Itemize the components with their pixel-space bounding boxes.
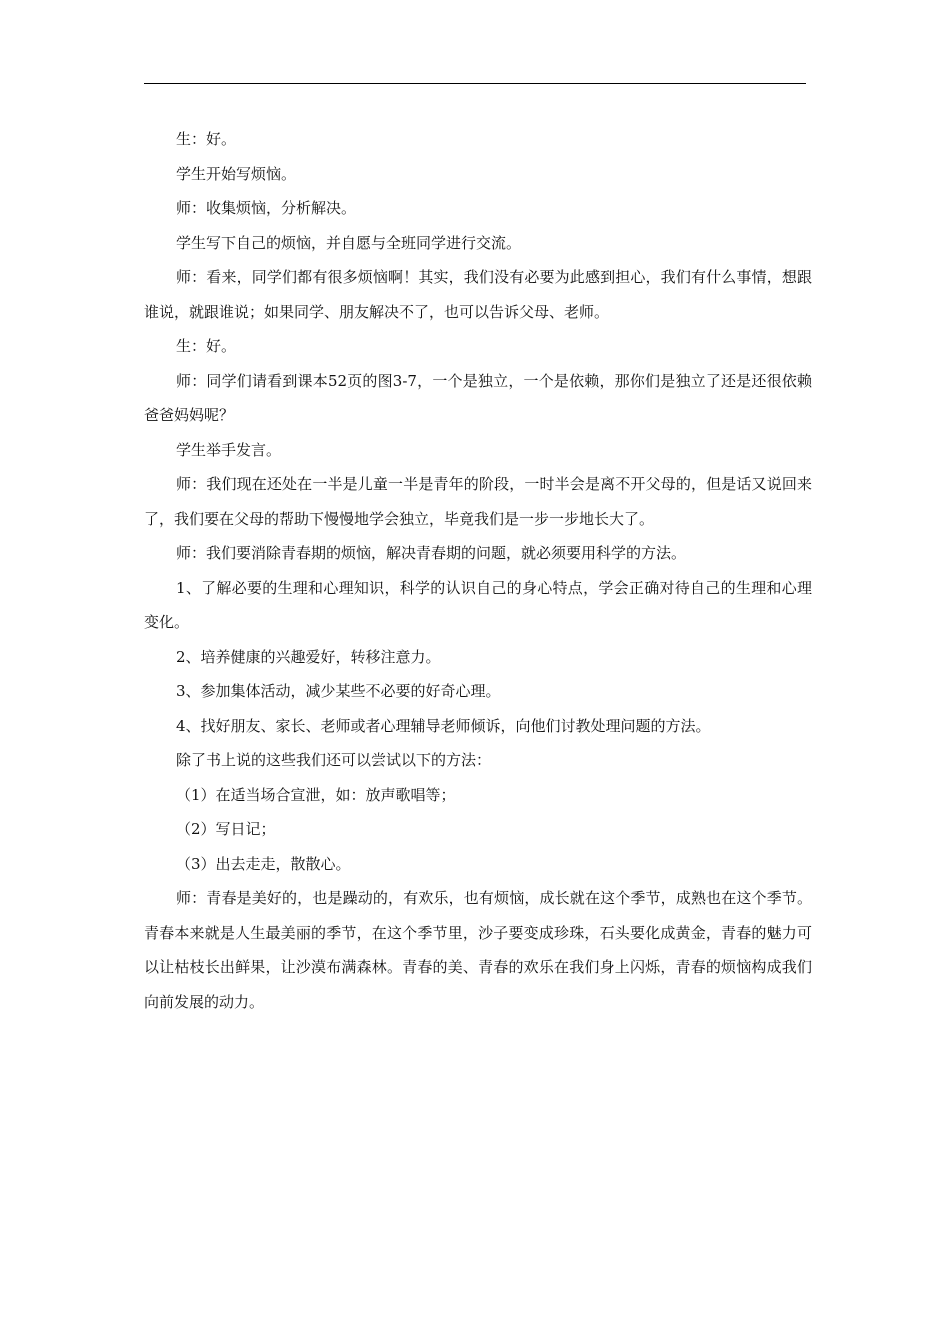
paragraph: 3、参加集体活动，减少某些不必要的好奇心理。 xyxy=(176,682,501,700)
paragraph: 师：青春是美好的，也是躁动的，有欢乐，也有烦恼，成长就在这个季节，成熟也在这个季节。青春本来就是人生最美丽的季节，在这个季节里，沙子要变成珍珠，石头要化成黄金，青春的魅力可以让枯枝长出鲜果，让沙漠布满森林。青春的美、青春的欢乐在我们身上闪烁，青春的烦恼构成我们向前发展的动力。 xyxy=(144,889,812,1011)
paragraph: 师：我们要消除青春期的烦恼，解决青春期的问题，就必须要用科学的方法。 xyxy=(176,544,687,562)
paragraph: 学生写下自己的烦恼，并自愿与全班同学进行交流。 xyxy=(176,233,522,252)
paragraph: 2、培养健康的兴趣爱好，转移注意力。 xyxy=(176,647,441,666)
document-body xyxy=(144,122,812,1019)
paragraph: 学生开始写烦恼。 xyxy=(176,164,297,183)
paragraph: （3）出去走走，散散心。 xyxy=(176,854,351,873)
paragraph: 学生举手发言。 xyxy=(176,440,282,459)
paragraph: （1）在适当场合宣泄，如：放声歌唱等； xyxy=(176,785,456,804)
paragraph: 1、了解必要的生理和心理知识，科学的认识自己的身心特点，学会正确对待自己的生理和心理变化。 xyxy=(144,578,812,631)
paragraph: 师：看来，同学们都有很多烦恼啊！其实，我们没有必要为此感到担心，我们有什么事情，想跟谁说，就跟谁说；如果同学、朋友解决不了，也可以告诉父母、老师。 xyxy=(144,268,812,321)
paragraph: 生：好。 xyxy=(176,130,237,148)
paragraph: 师：我们现在还处在一半是儿童一半是青年的阶段，一时半会是离不开父母的，但是话又说回来了，我们要在父母的帮助下慢慢地学会独立，毕竟我们是一步一步地长大了。 xyxy=(144,475,812,528)
paragraph: （2）写日记； xyxy=(176,820,276,838)
paragraph: 生：好。 xyxy=(176,337,237,355)
paragraph: 师：收集烦恼，分析解决。 xyxy=(176,199,357,217)
paragraph: 除了书上说的这些我们还可以尝试以下的方法： xyxy=(176,751,492,769)
paragraph: 4、找好朋友、家长、老师或者心理辅导老师倾诉，向他们讨教处理问题的方法。 xyxy=(176,716,711,735)
paragraph: 师：同学们请看到课本52页的图3-7，一个是独立，一个是依赖，那你们是独立了还是还很依赖爸爸妈妈呢？ xyxy=(144,371,812,424)
header-rule xyxy=(144,83,806,84)
